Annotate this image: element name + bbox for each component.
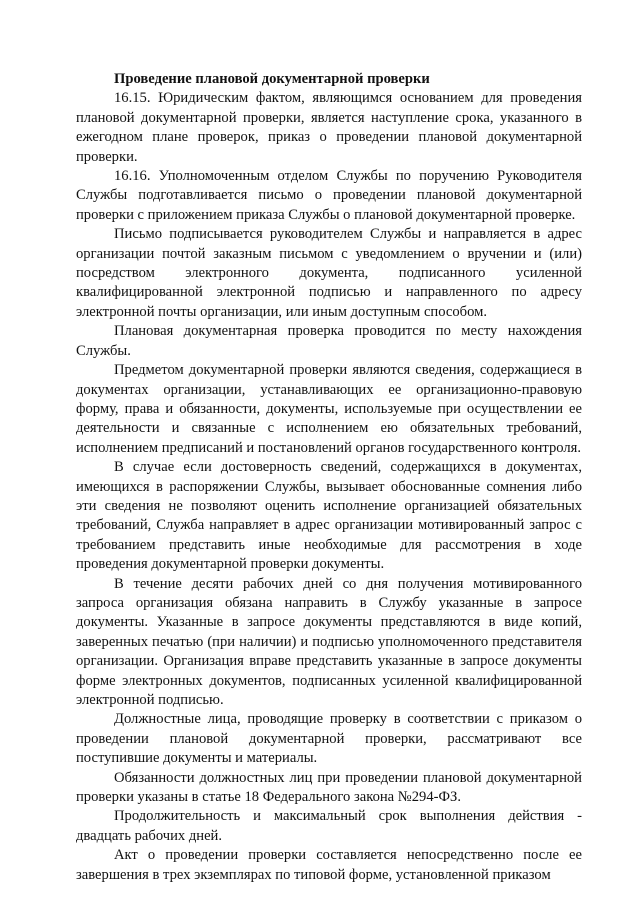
paragraph-reasoned-request: В случае если достоверность сведений, содержащихся в документах, имеющихся в распоряжении Службы, вызывает обоснованные сомнения либо эти сведения не позволяют оценить исполнение организацией обязательных требований, Служба направляет в адрес организации мотивированный запрос с требованием представить иные необходимые для рассмотрения в ходе проведения документарной проверки документы. [76,459,582,573]
paragraph-16-15: 16.15. Юридическим фактом, являющимся основанием для проведения плановой документарной проверки, является наступление срока, указанного в ежегодном плане проверок, приказ о проведении плановой документарной проверки. [76,90,582,165]
paragraph-letter-signing: Письмо подписывается руководителем Службы и направляется в адрес организации почтой заказным письмом с уведомлением о вручении и (или) посредством электронного документа, подписанного усиленной квалифицированной электронной подписью и направленного по адресу электронной почты организации, или иным доступным способом. [76,226,582,320]
paragraph-inspection-subject: Предметом документарной проверки являются сведения, содержащиеся в документах организации, устанавливающих ее организационно-правовую форму, права и обязанности, документы, используемые при осуществлении ее деятельности и связанные с исполнением ею обязательных требований, исполнением предписаний и постановлений органов государственного контроля. [76,362,582,456]
section-heading: Проведение плановой документарной проверки [114,71,430,87]
paragraph-act: Акт о проведении проверки составляется непосредственно после ее завершения в трех экземплярах по типовой форме, установленной приказом [76,847,582,883]
paragraph-ten-days: В течение десяти рабочих дней со дня получения мотивированного запроса организация обязана направить в Службу указанные в запросе документы. Указанные в запросе документы представляются в виде копий, заверенных печатью (при наличии) и подписью уполномоченного представителя организации. Организация вправе представить указанные в запросе документы форме электронных документов, подписанных усиленной квалифицированной электронной подписью. [76,575,582,708]
paragraph-duration: Продолжительность и максимальный срок выполнения действия - двадцать рабочих дней. [76,808,582,844]
paragraph-16-16: 16.16. Уполномоченным отделом Службы по поручению Руководителя Службы подготавливается письмо о проведении плановой документарной проверки с приложением приказа Службы о плановой документарной проверке. [76,168,582,223]
paragraph-officials-duties: Обязанности должностных лиц при проведении плановой документарной проверки указаны в статье 18 Федерального закона №294-ФЗ. [76,769,582,806]
paragraph-officials-review: Должностные лица, проводящие проверку в соответствии с приказом о проведении плановой документарной проверки, рассматривают все поступившие документы и материалы. [76,711,582,767]
document-page [76,70,582,885]
paragraph-inspection-location: Плановая документарная проверка проводится по месту нахождения Службы. [76,323,582,359]
